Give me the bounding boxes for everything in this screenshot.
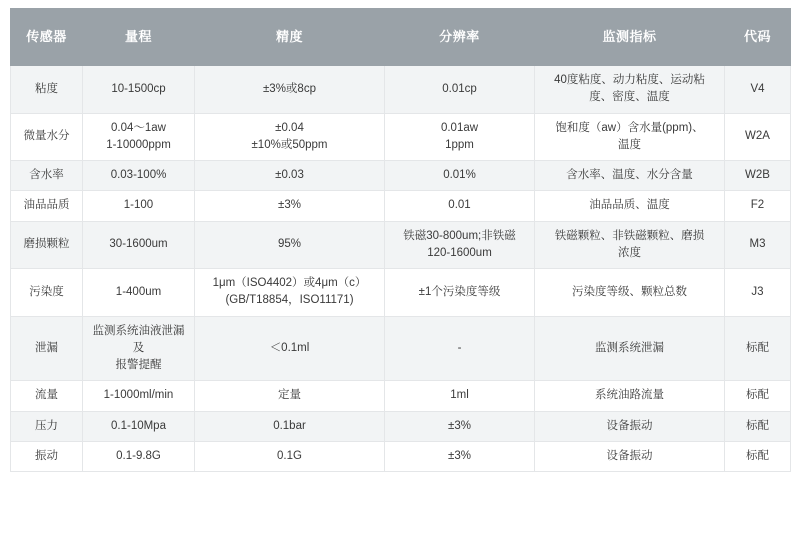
table-row xyxy=(11,191,791,221)
cell-line: 设备振动 xyxy=(606,449,653,462)
column-header-range: 量程 xyxy=(83,9,195,66)
cell-line: 浓度 xyxy=(618,246,641,259)
cell-line: 30-1600um xyxy=(109,238,168,251)
column-header-code: 代码 xyxy=(725,9,791,66)
cell-accuracy xyxy=(195,113,385,161)
table-row xyxy=(11,269,791,317)
cell-line: ±10%或50ppm xyxy=(251,138,328,151)
cell-line: 监测系统泄漏 xyxy=(595,341,664,354)
cell-accuracy xyxy=(195,191,385,221)
cell-line: 铁磁30-800um;非铁磁 xyxy=(403,229,516,242)
cell-metrics xyxy=(535,441,725,471)
cell-line: ＜0.1ml xyxy=(269,341,310,354)
cell-code: 标配 xyxy=(725,411,791,441)
cell-resolution xyxy=(385,191,535,221)
table-row xyxy=(11,161,791,191)
cell-sensor: 含水率 xyxy=(11,161,83,191)
cell-code: V4 xyxy=(725,66,791,114)
cell-line: 1ml xyxy=(450,389,469,402)
cell-metrics xyxy=(535,381,725,411)
cell-resolution xyxy=(385,113,535,161)
cell-line: 0.1-9.8G xyxy=(116,449,161,462)
cell-metrics xyxy=(535,191,725,221)
cell-metrics xyxy=(535,221,725,269)
cell-line: 污染度等级、颗粒总数 xyxy=(572,285,687,298)
cell-code: F2 xyxy=(725,191,791,221)
cell-code: 标配 xyxy=(725,316,791,381)
cell-line: ±1个污染度等级 xyxy=(418,285,501,298)
cell-line: 设备振动 xyxy=(606,419,653,432)
cell-line: 油品品质、温度 xyxy=(589,199,670,212)
cell-line: ±3% xyxy=(448,419,471,432)
cell-line: - xyxy=(457,341,462,354)
cell-line: 0.1-10Mpa xyxy=(111,419,166,432)
cell-sensor: 污染度 xyxy=(11,269,83,317)
cell-line: ±3% xyxy=(448,449,471,462)
cell-line: 系统油路流量 xyxy=(595,389,664,402)
cell-line: 0.01% xyxy=(443,169,476,181)
cell-line: 120-1600um xyxy=(427,246,492,259)
cell-accuracy xyxy=(195,221,385,269)
cell-line: 10-1500cp xyxy=(111,82,166,95)
cell-code: M3 xyxy=(725,221,791,269)
cell-sensor: 油品品质 xyxy=(11,191,83,221)
cell-resolution xyxy=(385,66,535,114)
cell-sensor: 振动 xyxy=(11,441,83,471)
column-header-accuracy: 精度 xyxy=(195,9,385,66)
cell-range xyxy=(83,221,195,269)
table-row xyxy=(11,221,791,269)
cell-sensor: 粘度 xyxy=(11,66,83,114)
cell-line: 1-400um xyxy=(115,285,162,298)
cell-metrics xyxy=(535,66,725,114)
cell-metrics xyxy=(535,411,725,441)
cell-accuracy xyxy=(195,269,385,317)
column-header-resolution: 分辨率 xyxy=(385,9,535,66)
table-row xyxy=(11,113,791,161)
cell-metrics xyxy=(535,113,725,161)
cell-line: ±0.04 xyxy=(275,121,304,134)
cell-line: 1μm（ISO4402）或4μm（c） xyxy=(212,277,367,289)
column-header-metrics: 监测指标 xyxy=(535,9,725,66)
cell-sensor: 压力 xyxy=(11,411,83,441)
cell-line: 1-10000ppm xyxy=(106,138,171,151)
cell-resolution xyxy=(385,221,535,269)
cell-resolution xyxy=(385,411,535,441)
cell-line: 温度 xyxy=(618,138,641,151)
cell-code: 标配 xyxy=(725,381,791,411)
cell-line: 含水率、温度、水分含量 xyxy=(566,169,693,181)
cell-code: W2B xyxy=(725,161,791,191)
cell-line: 定量 xyxy=(278,389,301,402)
cell-line: 度、密度、温度 xyxy=(589,91,670,104)
table-row xyxy=(11,381,791,411)
cell-range xyxy=(83,441,195,471)
cell-line: 0.01cp xyxy=(442,82,477,95)
cell-line: 0.01aw xyxy=(440,121,479,134)
cell-code: W2A xyxy=(725,113,791,161)
cell-range xyxy=(83,316,195,381)
cell-line: 铁磁颗粒、非铁磁颗粒、磨损 xyxy=(554,229,705,242)
cell-range xyxy=(83,161,195,191)
cell-sensor: 流量 xyxy=(11,381,83,411)
cell-line: 1-1000ml/min xyxy=(103,389,174,402)
cell-line: (GB/T18854，ISO11171) xyxy=(225,294,354,307)
cell-line: 0.1bar xyxy=(273,419,306,432)
cell-line: 1ppm xyxy=(445,138,474,151)
cell-accuracy xyxy=(195,161,385,191)
cell-sensor: 泄漏 xyxy=(11,316,83,381)
cell-resolution xyxy=(385,316,535,381)
cell-accuracy xyxy=(195,316,385,381)
cell-range xyxy=(83,191,195,221)
header-row xyxy=(11,9,791,66)
cell-metrics xyxy=(535,269,725,317)
table-row xyxy=(11,66,791,114)
cell-range xyxy=(83,113,195,161)
cell-sensor: 微量水分 xyxy=(11,113,83,161)
table-row xyxy=(11,411,791,441)
cell-line: 1-100 xyxy=(123,199,154,212)
cell-accuracy xyxy=(195,381,385,411)
cell-line: ±3%或8cp xyxy=(263,82,316,95)
cell-resolution xyxy=(385,269,535,317)
cell-line: 0.01 xyxy=(448,199,471,212)
cell-line: 0.1G xyxy=(277,449,302,462)
cell-range xyxy=(83,411,195,441)
table-body xyxy=(11,66,791,472)
cell-sensor: 磨损颗粒 xyxy=(11,221,83,269)
cell-line: 0.04～1aw xyxy=(111,121,166,134)
cell-line: 0.03-100% xyxy=(110,169,167,181)
cell-accuracy xyxy=(195,411,385,441)
column-header-sensor: 传感器 xyxy=(11,9,83,66)
table-row xyxy=(11,316,791,381)
cell-code: J3 xyxy=(725,269,791,317)
cell-line: 饱和度（aw）含水量(ppm)、 xyxy=(555,121,704,134)
cell-line: 监测系统油液泄漏及 xyxy=(92,324,185,354)
table-header xyxy=(11,9,791,66)
sensor-spec-table xyxy=(10,8,791,472)
cell-line: 报警提醒 xyxy=(115,359,162,371)
cell-resolution xyxy=(385,161,535,191)
cell-resolution xyxy=(385,381,535,411)
cell-accuracy xyxy=(195,66,385,114)
cell-line: 40度粘度、动力粘度、运动粘 xyxy=(554,74,705,86)
cell-accuracy xyxy=(195,441,385,471)
cell-code: 标配 xyxy=(725,441,791,471)
cell-range xyxy=(83,269,195,317)
cell-resolution xyxy=(385,441,535,471)
cell-line: ±3% xyxy=(278,199,301,212)
cell-metrics xyxy=(535,161,725,191)
cell-metrics xyxy=(535,316,725,381)
cell-range xyxy=(83,381,195,411)
table-row xyxy=(11,441,791,471)
cell-line: ±0.03 xyxy=(275,169,304,181)
cell-range xyxy=(83,66,195,114)
cell-line: 95% xyxy=(277,238,302,251)
